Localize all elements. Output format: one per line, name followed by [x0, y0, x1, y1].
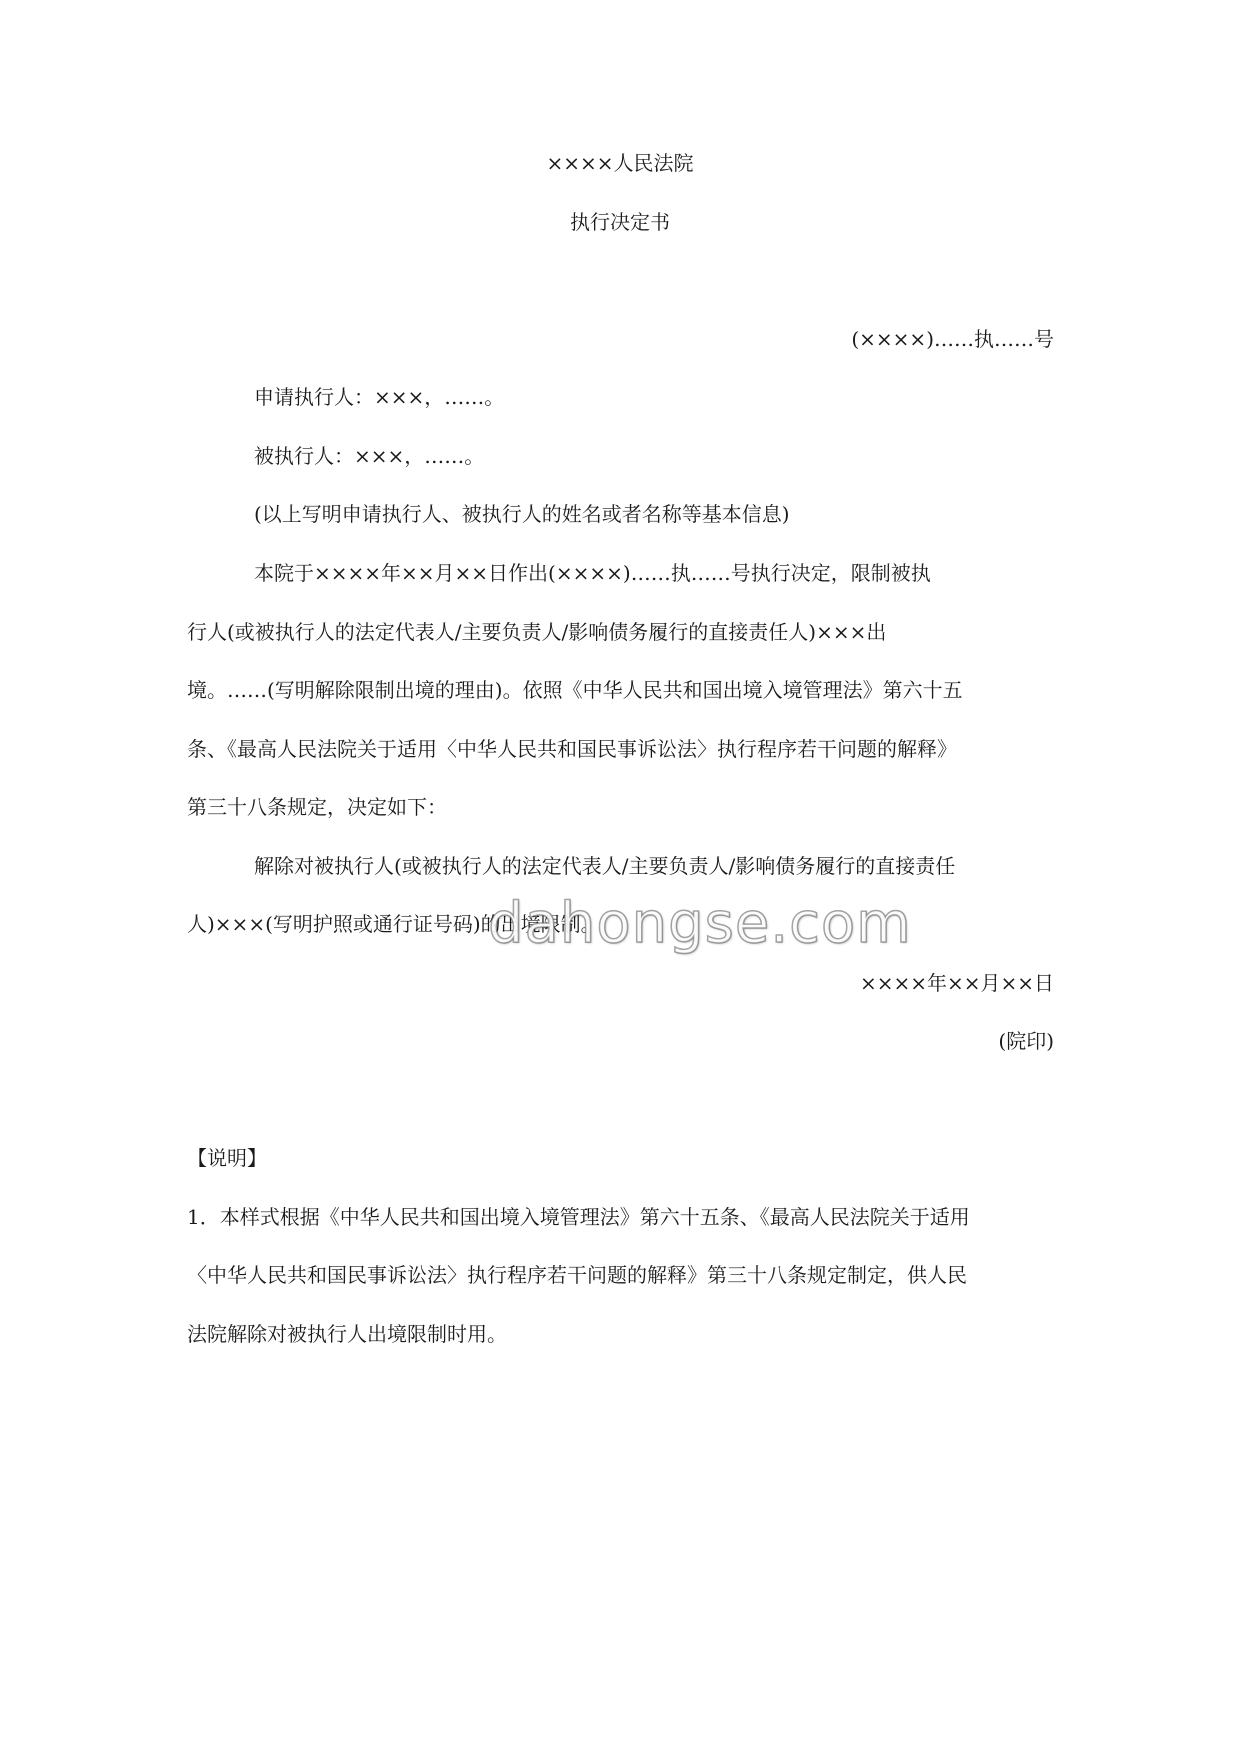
document-title: 执行决定书	[570, 210, 670, 234]
notes-item-line: 1．本样式根据《中华人民共和国出境入境管理法》第六十五条、《最高人民法院关于适用	[187, 1205, 970, 1229]
body-paragraph-1-line: 本院于××××年××月××日作出(××××)……执……号执行决定，限制被执	[254, 561, 931, 585]
decision-paragraph-line: 人)×××(写明护照或通行证号码)的出境限制。	[187, 912, 601, 936]
case-number: (××××)……执……号	[851, 327, 1054, 351]
parties-note: (以上写明申请执行人、被执行人的姓名或者名称等基本信息)	[254, 502, 790, 526]
notes-item-line: 法院解除对被执行人出境限制时用。	[187, 1322, 507, 1346]
notes-heading: 【说明】	[187, 1146, 267, 1170]
notes-item-line: 〈中华人民共和国民事诉讼法〉执行程序若干问题的解释》第三十八条规定制定，供人民	[187, 1263, 967, 1287]
body-paragraph-1-line: 条、《最高人民法院关于适用〈中华人民共和国民事诉讼法〉执行程序若干问题的解释》	[187, 737, 957, 761]
applicant-line: 申请执行人：×××，……。	[254, 385, 505, 409]
court-name: ××××人民法院	[546, 151, 694, 175]
body-paragraph-1-line: 第三十八条规定，决定如下：	[187, 795, 447, 819]
decision-paragraph-line: 解除对被执行人(或被执行人的法定代表人/主要负责人/影响债务履行的直接责任	[254, 854, 956, 878]
body-paragraph-1-line: 行人(或被执行人的法定代表人/主要负责人/影响债务履行的直接责任人)×××出	[187, 620, 887, 644]
court-seal: (院印)	[998, 1029, 1054, 1053]
decision-date: ××××年××月××日	[859, 971, 1054, 995]
body-paragraph-1-line: 境。……(写明解除限制出境的理由)。依照《中华人民共和国出境入境管理法》第六十五	[187, 678, 963, 702]
respondent-line: 被执行人：×××，……。	[254, 444, 485, 468]
watermark-text: dahongse.com	[488, 891, 912, 956]
